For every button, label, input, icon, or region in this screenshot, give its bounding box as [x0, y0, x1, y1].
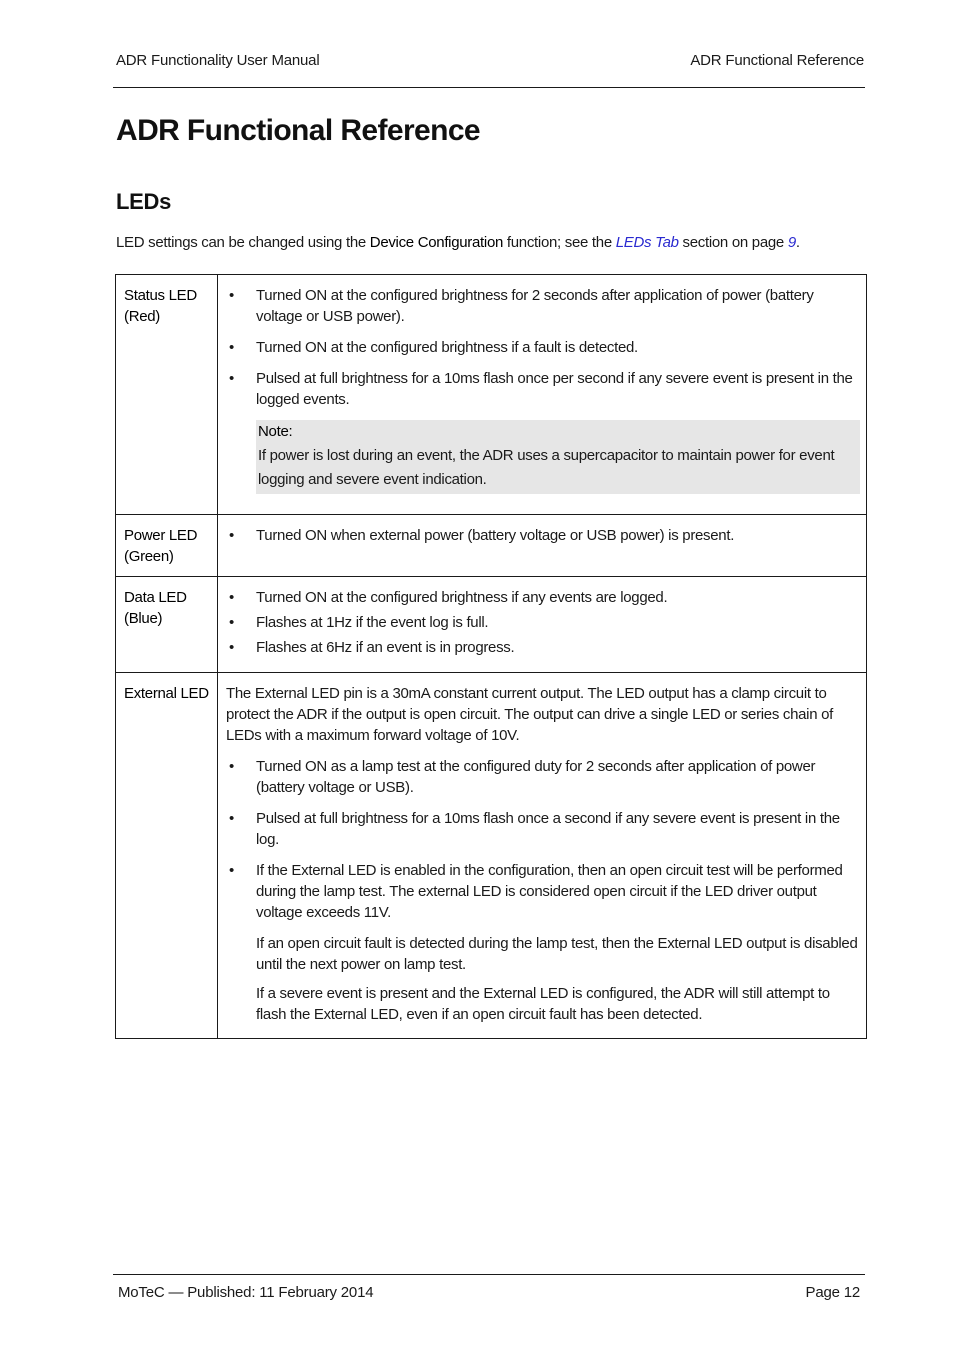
power-led-label: [116, 515, 217, 567]
list-item: [226, 756, 860, 798]
external-led-description-cell: [218, 673, 867, 1039]
section-heading: LEDs: [116, 189, 172, 214]
bullet-text: Turned ON at the configured brightness for 2 seconds after application of power (battery voltage or USB power).: [256, 287, 814, 325]
status-led-bullets: [226, 285, 860, 410]
bullet-text: Flashes at 6Hz if an event is in progress.: [256, 639, 515, 656]
intro-text: .: [795, 234, 800, 251]
bullet-text: Turned ON as a lamp test at the configured duty for 2 seconds after application of power (battery voltage or USB).: [256, 758, 816, 796]
open-circuit-paragraph: If an open circuit fault is detected during the lamp test, then the External LED output is disabled until the next power on lamp test.: [256, 935, 858, 973]
intro-text: LED settings can be changed using the: [116, 234, 370, 251]
page-title: ADR Functional Reference: [116, 114, 480, 147]
bullet-icon: •: [229, 589, 234, 606]
leds-tab-link[interactable]: LEDs Tab: [615, 234, 679, 251]
list-item: [226, 860, 860, 923]
label-line: (Blue): [124, 610, 163, 627]
list-item: [226, 525, 860, 546]
bullet-icon: •: [229, 862, 234, 879]
header-manual-title: ADR Functionality User Manual: [116, 52, 320, 69]
bullet-text: Turned ON at the configured brightness if any events are logged.: [256, 589, 668, 606]
note-title: Note:: [258, 423, 293, 440]
list-item: [226, 337, 860, 358]
footer-rule: [113, 1274, 865, 1275]
power-led-bullets: [226, 525, 860, 546]
intro-text: function; see the: [503, 234, 616, 251]
list-item: [226, 285, 860, 327]
note-box: [256, 420, 860, 494]
data-led-bullets: [226, 587, 860, 658]
bullet-icon: •: [229, 614, 234, 631]
severe-event-paragraph: If a severe event is present and the External LED is configured, the ADR will still attempt to flash the External LED, even if an open circuit fault has been detected.: [256, 985, 830, 1023]
list-item: [226, 587, 860, 608]
footer-publication: MoTeC — Published: 11 February 2014: [118, 1284, 374, 1301]
bullet-icon: •: [229, 370, 234, 387]
device-configuration-term: Device Configuration: [369, 234, 504, 251]
bullet-text: Flashes at 1Hz if the event log is full.: [256, 614, 489, 631]
bullet-text: Pulsed at full brightness for a 10ms flash once a second if any severe event is present in the log.: [256, 810, 840, 848]
data-led-label: [116, 577, 217, 629]
list-item: [226, 637, 860, 658]
footer-page-number: Page 12: [805, 1284, 860, 1301]
label-line: Power LED: [124, 527, 198, 544]
data-led-description-cell: [218, 577, 867, 673]
bullet-text: Pulsed at full brightness for a 10ms flash once per second if any severe event is present in the logged events.: [256, 370, 853, 408]
list-item: [226, 612, 860, 633]
external-led-label-cell: [116, 673, 218, 1039]
table-row-data-led: [116, 577, 867, 673]
bullet-text: If the External LED is enabled in the configuration, then an open circuit test will be performed during the lamp test. The external LED is considered open circuit if the LED driver output voltage exceeds 11V.: [256, 862, 843, 921]
power-led-description-cell: [218, 515, 867, 577]
page-ref-link[interactable]: 9: [787, 234, 796, 251]
label-line: Status LED: [124, 287, 197, 304]
bullet-icon: •: [229, 287, 234, 304]
data-led-label-cell: [116, 577, 218, 673]
external-led-label: External LED: [124, 685, 209, 702]
bullet-icon: •: [229, 810, 234, 827]
label-line: Data LED: [124, 589, 187, 606]
status-led-description-cell: [218, 275, 867, 515]
label-line: (Green): [124, 548, 174, 565]
intro-text: section on page: [678, 234, 788, 251]
external-led-intro: The External LED pin is a 30mA constant current output. The LED output has a clamp circuit to protect the ADR if the output is open circuit. The output can drive a single LED or series chain of LEDs with a maximum forward voltage of 10V.: [226, 685, 834, 744]
table-row-status-led: [116, 275, 867, 515]
bullet-icon: •: [229, 758, 234, 775]
bullet-text: Turned ON when external power (battery voltage or USB power) is present.: [256, 527, 735, 544]
note-text: If power is lost during an event, the ADR uses a supercapacitor to maintain power for event logging and severe event indication.: [258, 447, 835, 488]
label-line: (Red): [124, 308, 161, 325]
table-row-power-led: [116, 515, 867, 577]
status-led-label: [116, 275, 217, 327]
bullet-icon: •: [229, 527, 234, 544]
list-item: [226, 808, 860, 850]
bullet-text: Turned ON at the configured brightness if a fault is detected.: [256, 339, 638, 356]
table-row-external-led: [116, 673, 867, 1039]
power-led-label-cell: [116, 515, 218, 577]
bullet-icon: •: [229, 639, 234, 656]
status-led-label-cell: [116, 275, 218, 515]
external-led-bullets: [226, 756, 860, 923]
list-item: [226, 368, 860, 410]
led-reference-table: [115, 274, 867, 1039]
header-rule: [113, 87, 865, 88]
page-header: [116, 52, 864, 72]
page-footer: [118, 1284, 860, 1304]
header-section-title: ADR Functional Reference: [690, 52, 864, 69]
bullet-icon: •: [229, 339, 234, 356]
intro-paragraph: [116, 234, 856, 251]
